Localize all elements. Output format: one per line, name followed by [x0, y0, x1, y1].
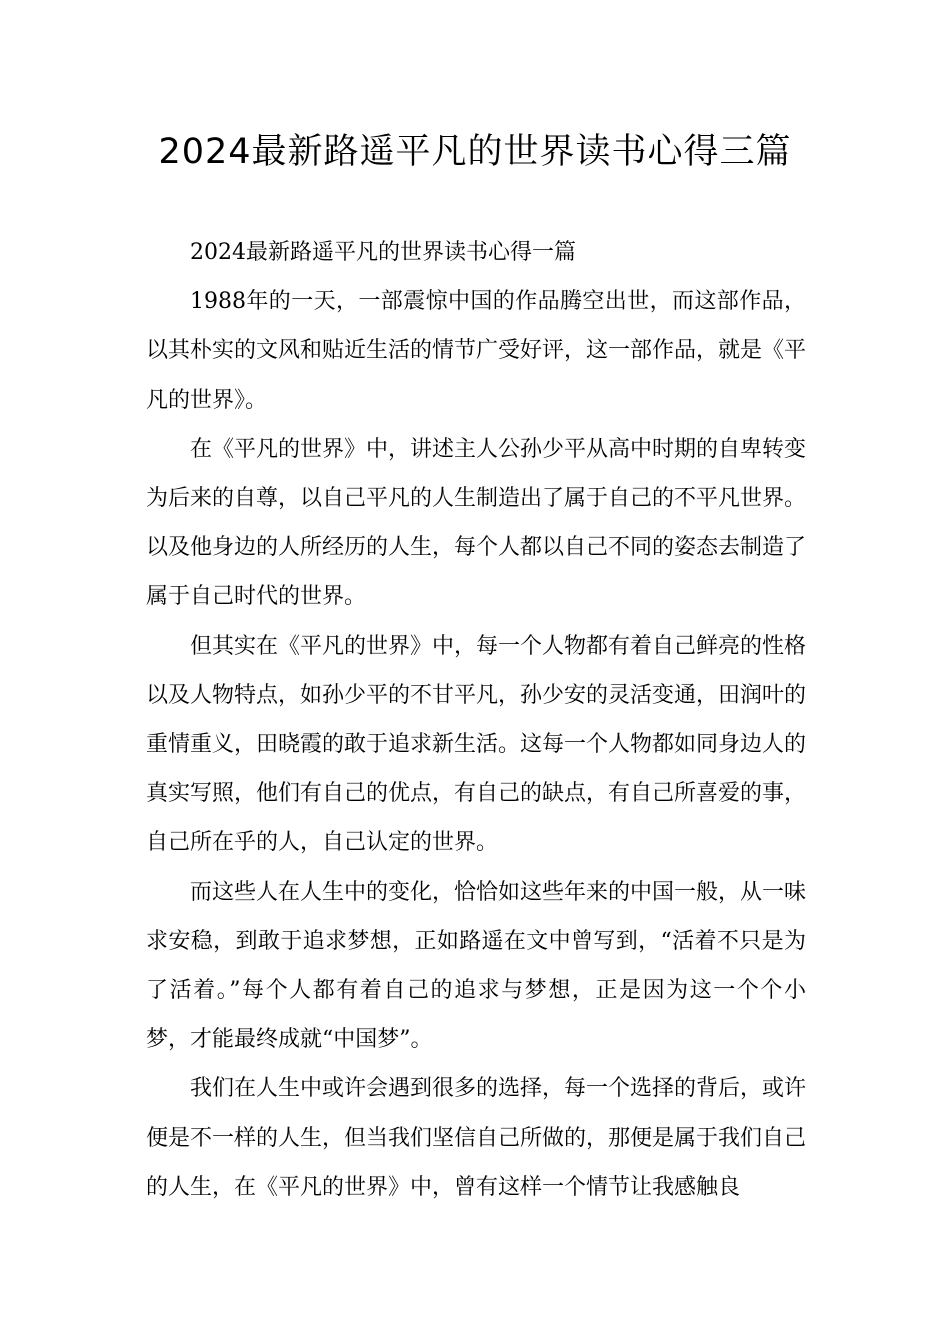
paragraph-subtitle: 2024最新路遥平凡的世界读书心得一篇 — [190, 240, 576, 265]
document-title: 2024最新路遥平凡的世界读书心得三篇 — [158, 132, 792, 172]
paragraph: 1988年的一天，一部震惊中国的作品腾空出世，而这部作品，以其朴实的文风和贴近生活的情节广受好评，这一部作品，就是《平凡的世界》。 — [146, 289, 807, 413]
paragraph: 在《平凡的世界》中，讲述主人公孙少平从高中时期的自卑转变为后来的自尊，以自己平凡的人生制造出了属于自己的不平凡世界。以及他身边的人所经历的人生，每个人都以自己不同的姿态去制造了属于自己时代的世界。 — [146, 436, 807, 610]
paragraph: 而这些人在人生中的变化，恰恰如这些年来的中国一般，从一味求安稳，到敢于追求梦想，正如路遥在文中曾写到，“活着不只是为了活着。”每个人都有着自己的追求与梦想，正是因为这一个个小梦，才能最终成就“中国梦”。 — [146, 879, 807, 1053]
paragraph: 我们在人生中或许会遇到很多的选择，每一个选择的背后，或许便是不一样的人生，但当我们坚信自己所做的，那便是属于我们自己的人生，在《平凡的世界》中，曾有这样一个情节让我感触良 — [146, 1076, 807, 1200]
paragraph: 但其实在《平凡的世界》中，每一个人物都有着自己鲜亮的性格以及人物特点，如孙少平的不甘平凡，孙少安的灵活变通，田润叶的重情重义，田晓霞的敢于追求新生活。这每一个人物都如同身边人的真实写照，他们有自己的优点，有自己的缺点，有自己所喜爱的事，自己所在乎的人，自己认定的世界。 — [146, 633, 807, 856]
document-body — [146, 228, 806, 1212]
